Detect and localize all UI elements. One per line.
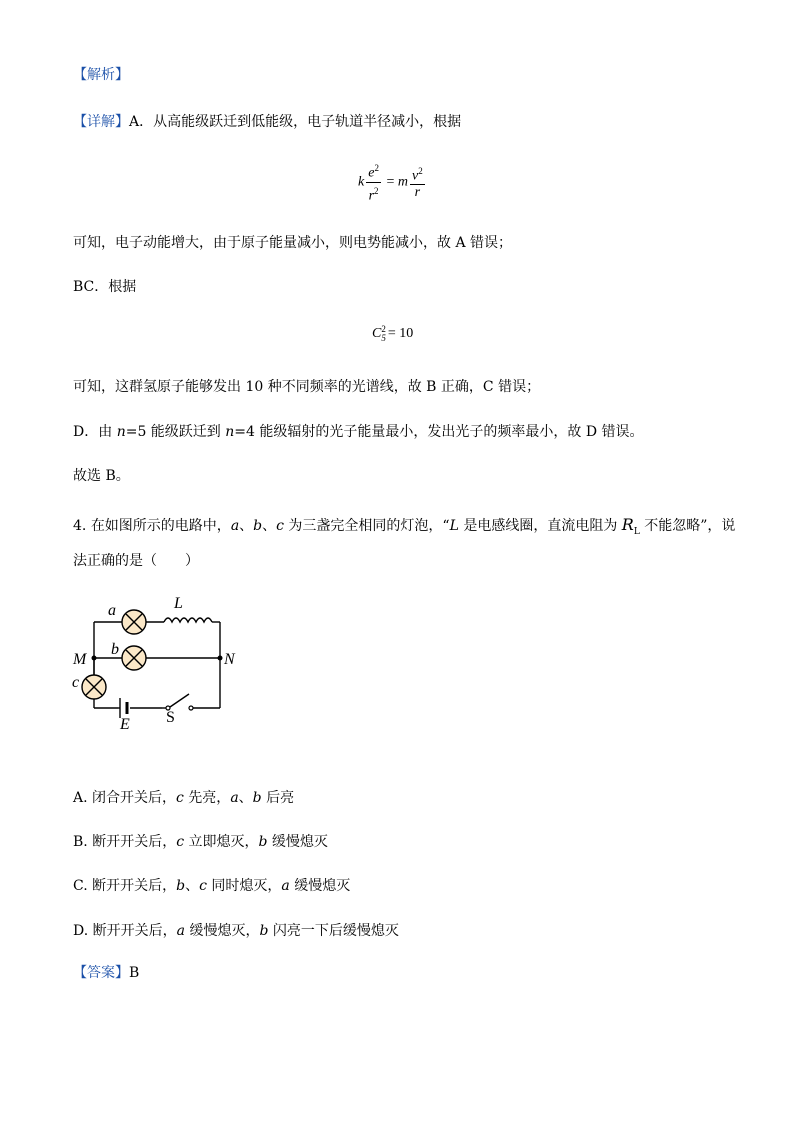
formula-combination: C 2 5 = 10 bbox=[372, 324, 414, 343]
option-b: B. 断开开关后，c 立即熄灭，b 缓慢熄灭 bbox=[73, 834, 328, 850]
junction-m bbox=[92, 656, 97, 661]
bc-line: BC．根据 bbox=[73, 279, 137, 295]
answer-tag: 【答案】 bbox=[73, 965, 129, 981]
question-4-line-1: 4. 在如图所示的电路中，a、b、c 为三盏完全相同的灯泡，“L 是电感线圈，直流电阻为 $R_L$ 不能忽略”，说 bbox=[73, 515, 736, 537]
analysis-heading: 【解析】 bbox=[73, 67, 129, 83]
detail-line bbox=[73, 113, 461, 131]
detail-tag: 【详解】 bbox=[73, 114, 129, 130]
d-line: D．由 n=5 能级跃迁到 n=4 能级辐射的光子能量最小，发出光子的频率最小，故 D 错误。 bbox=[73, 424, 644, 440]
choose-line: 故选 B。 bbox=[73, 468, 130, 484]
label-e: E bbox=[120, 716, 130, 732]
label-b: b bbox=[111, 641, 119, 658]
result-bc-line: 可知，这群氢原子能够发出 10 种不同频率的光谱线，故 B 正确，C 错误； bbox=[73, 379, 541, 395]
option-a: A. 闭合开关后，c 先亮，a、b 后亮 bbox=[73, 790, 295, 806]
label-a: a bbox=[108, 602, 116, 619]
option-c: C. 断开开关后，b、c 同时熄灭，a 缓慢熄灭 bbox=[73, 878, 351, 894]
option-d: D. 断开开关后，a 缓慢熄灭，b 闪亮一下后缓慢熄灭 bbox=[73, 923, 399, 939]
label-s: S bbox=[166, 709, 175, 726]
label-l: L bbox=[174, 595, 183, 612]
bulb-a bbox=[122, 610, 146, 634]
formula-coulomb-centripetal: k $\frac{e^2}{r^2}$ = m $\frac{v^2}{r}$ bbox=[358, 160, 427, 204]
label-c: c bbox=[72, 674, 80, 691]
detail-text: A．从高能级跃迁到低能级，电子轨道半径减小，根据 bbox=[129, 114, 462, 130]
question-4-line-2: 法正确的是（ ） bbox=[73, 553, 199, 569]
answer-line bbox=[73, 964, 139, 982]
bulb-c bbox=[82, 675, 106, 699]
formula-combination-value: = 10 bbox=[387, 326, 414, 342]
switch-contact-right bbox=[189, 706, 193, 710]
label-n: N bbox=[224, 651, 235, 668]
result-a-line: 可知，电子动能增大，由于原子能量减小，则电势能减小，故 A 错误； bbox=[73, 235, 513, 251]
bulb-b bbox=[122, 646, 146, 670]
junction-n bbox=[218, 656, 223, 661]
question-number: 4. bbox=[73, 518, 87, 534]
label-m: M bbox=[73, 651, 87, 668]
answer-value: B bbox=[129, 965, 140, 981]
circuit-diagram bbox=[70, 592, 260, 732]
